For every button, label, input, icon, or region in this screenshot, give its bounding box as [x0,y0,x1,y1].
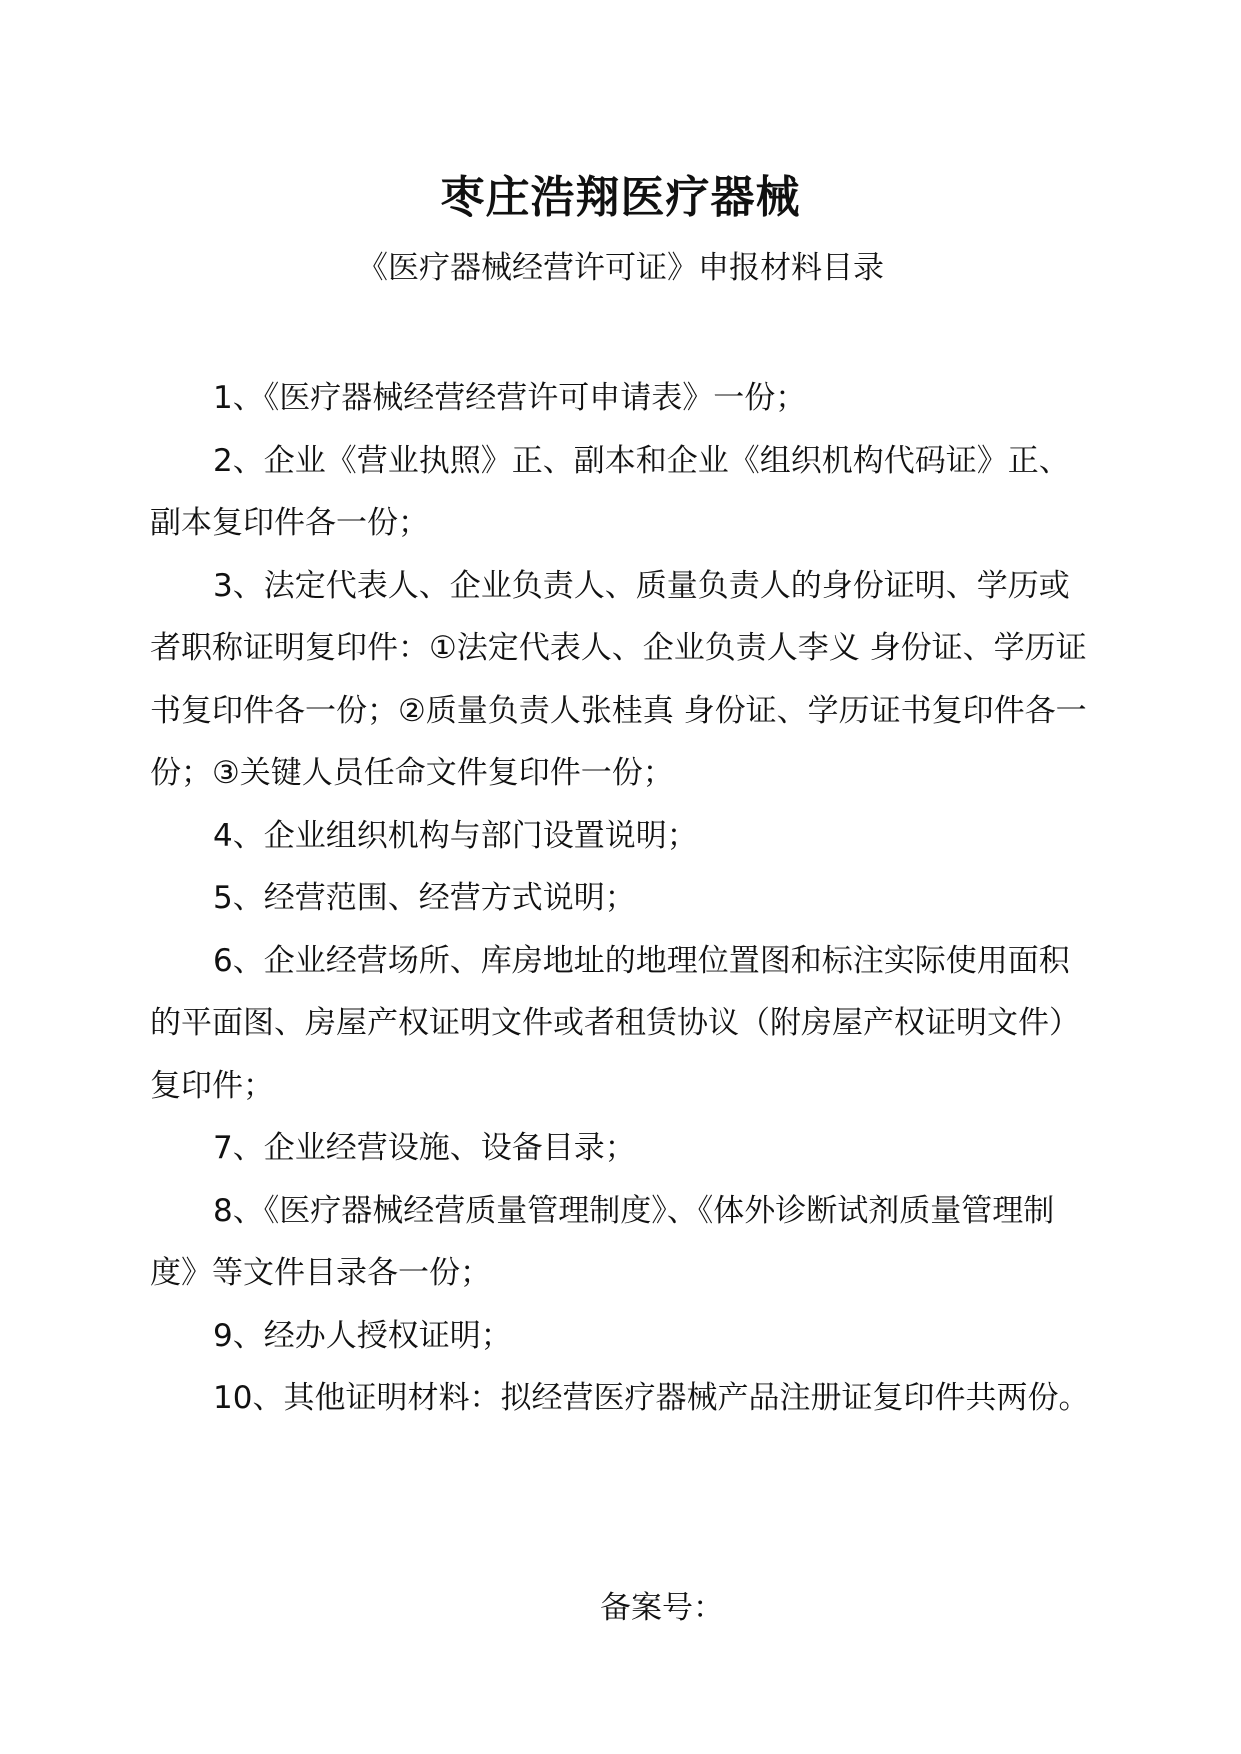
materials-list [150,367,1100,1430]
list-item: 4、企业组织机构与部门设置说明； [213,817,698,854]
list-item: 2、企业《营业执照》正、副本和企业《组织机构代码证》正、副本复印件各一份； [150,442,1070,541]
list-item: 1、《医疗器械经营经营许可申请表》一份； [213,380,807,416]
list-item: 10、其他证明材料：拟经营医疗器械产品注册证复印件共两份。 [213,1380,1090,1416]
list-item: 7、企业经营设施、设备目录； [213,1130,636,1166]
list-item: 3、法定代表人、企业负责人、质量负责人的身份证明、学历或者职称证明复印件：①法定代表人、企业负责人李义 身份证、学历证书复印件各一份；②质量负责人张桂真 身份证、学历证书复印件各一份；③关键人员任命文件复印件一份； [150,567,1087,791]
list-item: 8、《医疗器械经营质量管理制度》、《体外诊断试剂质量管理制度》等文件目录各一份； [150,1192,1055,1291]
list-item: 9、经办人授权证明； [213,1317,512,1354]
record-number-label: 备案号： [600,1590,724,1626]
list-item: 5、经营范围、经营方式说明； [213,880,636,916]
document-title: 枣庄浩翔医疗器械 [440,172,801,223]
list-item: 6、企业经营场所、库房地址的地理位置图和标注实际使用面积的平面图、房屋产权证明文件或者租赁协议（附房屋产权证明文件）复印件； [150,942,1080,1104]
document-subtitle: 《医疗器械经营许可证》申报材料目录 [357,250,884,286]
